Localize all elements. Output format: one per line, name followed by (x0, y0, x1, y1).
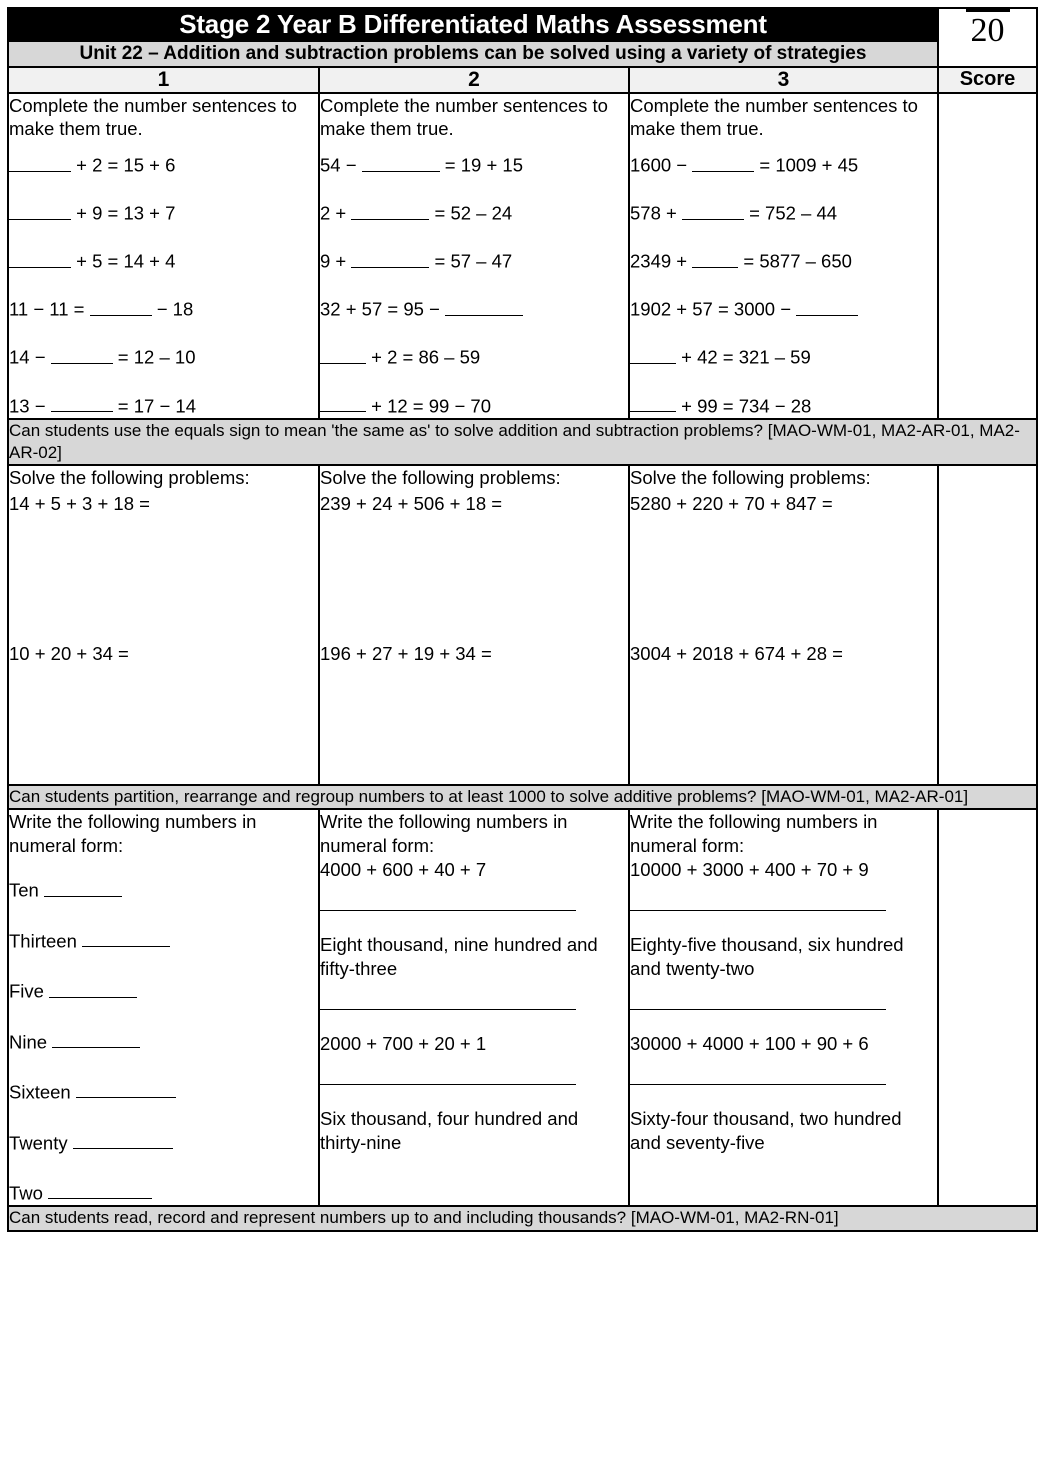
section2-col1-workspace-1[interactable] (9, 516, 318, 640)
number-word-label: Thirteen (9, 930, 83, 952)
number-word-label: Two (9, 1182, 49, 1204)
section3-col3 (629, 809, 938, 1206)
sentence-left: 11 − 11 = (9, 298, 90, 320)
page-title: Stage 2 Year B Differentiated Maths Assessment (8, 8, 938, 41)
number-sentence (9, 247, 318, 273)
section1-col2-equations (320, 151, 628, 418)
section2-col1-workspace-2[interactable] (9, 666, 318, 784)
number-sentence (9, 343, 318, 369)
section1-col3-equations (630, 151, 937, 418)
sentence-left: 13 − (9, 394, 51, 416)
sentence-left: 2 + (320, 202, 352, 224)
number-word-label: Nine (9, 1031, 53, 1052)
score-total-value: 20 (966, 9, 1010, 48)
section3-col3-items (630, 858, 937, 1155)
number-word-row (9, 1129, 318, 1155)
sentence-right: − 18 (151, 298, 194, 320)
section3-row (8, 809, 1037, 1206)
answer-blank[interactable] (682, 199, 744, 219)
answer-blank[interactable] (445, 295, 523, 315)
number-sentence (630, 151, 937, 177)
column-header-row (8, 67, 1037, 93)
number-sentence (9, 295, 318, 321)
sentence-left: 2349 + (630, 250, 693, 272)
sentence-right: + 42 = 321 – 59 (676, 346, 811, 368)
section2-col1-expr2: 10 + 20 + 34 = (9, 642, 129, 664)
number-sentence (320, 392, 628, 418)
section2-col3-workspace-1[interactable] (630, 516, 937, 640)
number-sentence (630, 343, 937, 369)
section2-col3-workspace-2[interactable] (630, 666, 937, 784)
sentence-right: = 17 − 14 (112, 394, 196, 416)
sentence-right: = 19 + 15 (439, 154, 523, 176)
unit-subtitle: Unit 22 – Addition and subtraction problems can be solved using a variety of strategies (8, 41, 938, 67)
answer-blank[interactable] (90, 295, 152, 315)
section3-score-entry[interactable] (938, 809, 1037, 1206)
section2-score-entry[interactable] (938, 465, 1037, 785)
number-word-row (9, 1179, 318, 1205)
section2-col3-prompt: Solve the following problems: (630, 466, 871, 488)
sentence-right: = 52 – 24 (429, 202, 513, 224)
section2-col2-prompt: Solve the following problems: (320, 466, 561, 488)
section3-col1-prompt: Write the following numbers in numeral form: (9, 811, 257, 857)
sentence-right: = 5877 – 650 (738, 250, 852, 272)
answer-blank[interactable] (630, 392, 676, 412)
score-total-box (938, 8, 1037, 67)
answer-rule[interactable] (630, 1084, 886, 1085)
section2-col2-expr1: 239 + 24 + 506 + 18 = (320, 492, 503, 514)
sentence-right: + 5 = 14 + 4 (71, 250, 176, 272)
header-table (7, 7, 1038, 1232)
section2-row (8, 465, 1037, 785)
number-sentence (630, 199, 937, 225)
section2-col2-expr2: 196 + 27 + 19 + 34 = (320, 642, 492, 664)
sentence-right: + 2 = 86 – 59 (366, 346, 481, 368)
number-word-label: Twenty (9, 1131, 73, 1153)
number-sentence (9, 392, 318, 418)
section1-col1-equations (9, 151, 318, 418)
section2-col2-workspace-2[interactable] (320, 666, 628, 784)
number-sentence (9, 151, 318, 177)
section1-outcome-banner: Can students use the equals sign to mean 'the same as' to solve addition and subtraction problems? [MAO-WM-01, MA2-AR-01, MA2-AR-02] (8, 419, 1037, 465)
number-sentence (320, 151, 628, 177)
answer-blank[interactable] (9, 151, 71, 171)
section3-col2-prompt: Write the following numbers in numeral form: (320, 811, 568, 857)
answer-blank[interactable] (9, 199, 71, 219)
sentence-left: 9 + (320, 250, 352, 272)
section2-col3-expr1: 5280 + 220 + 70 + 847 = (630, 492, 833, 514)
sentence-right: = 57 – 47 (429, 250, 513, 272)
section2-col1-prompt: Solve the following problems: (9, 466, 250, 488)
assessment-sheet (7, 7, 1036, 1232)
answer-blank[interactable] (48, 1179, 152, 1199)
sentence-left: 32 + 57 = 95 − (320, 298, 445, 320)
answer-blank[interactable] (351, 199, 429, 219)
answer-blank[interactable] (76, 1078, 176, 1098)
number-sentence (320, 295, 628, 321)
answer-rule[interactable] (320, 910, 576, 911)
section1-col3 (629, 93, 938, 419)
number-sentence (320, 247, 628, 273)
answer-rule[interactable] (630, 1009, 886, 1010)
answer-blank[interactable] (692, 247, 738, 267)
section1-col1 (8, 93, 319, 419)
answer-blank[interactable] (351, 247, 429, 267)
answer-blank[interactable] (362, 151, 440, 171)
expanded-notation: 10000 + 3000 + 400 + 70 + 9 (630, 859, 869, 881)
expanded-notation: 4000 + 600 + 40 + 7 (320, 859, 487, 881)
section2-col3-expr2: 3004 + 2018 + 674 + 28 = (630, 642, 843, 664)
number-sentence (630, 247, 937, 273)
column-header-score: Score (938, 67, 1037, 93)
number-word-label: Five (9, 980, 50, 1002)
sentence-right: = 12 – 10 (112, 346, 196, 368)
number-word-row (9, 876, 318, 902)
section2-col2 (319, 465, 629, 785)
section3-col3-prompt: Write the following numbers in numeral form: (630, 811, 878, 857)
sentence-left: 1902 + 57 = 3000 − (630, 298, 797, 320)
sentence-right: + 12 = 99 − 70 (366, 394, 491, 416)
section3-outcome-banner: Can students read, record and represent numbers up to and including thousands? [MAO-WM-01, MA2-RN-01] (8, 1206, 1037, 1230)
section2-col1 (8, 465, 319, 785)
answer-blank[interactable] (320, 343, 366, 363)
sentence-left: 578 + (630, 202, 682, 224)
number-in-words: Eight thousand, nine hundred and fifty-three (320, 934, 598, 980)
section1-col3-prompt: Complete the number sentences to make them true. (630, 94, 918, 140)
column-header-1: 1 (8, 67, 319, 93)
section1-row (8, 93, 1037, 419)
sentence-left: 14 − (9, 346, 51, 368)
section2-col1-expr1: 14 + 5 + 3 + 18 = (9, 492, 150, 514)
number-sentence (9, 199, 318, 225)
sentence-right: + 9 = 13 + 7 (71, 202, 176, 224)
section1-col2 (319, 93, 629, 419)
sentence-right: + 2 = 15 + 6 (71, 154, 176, 176)
section1-col2-prompt: Complete the number sentences to make them true. (320, 94, 608, 140)
answer-blank[interactable] (9, 247, 71, 267)
column-header-3: 3 (629, 67, 938, 93)
number-sentence (320, 343, 628, 369)
expanded-notation: 30000 + 4000 + 100 + 90 + 6 (630, 1033, 869, 1055)
number-in-words: Eighty-five thousand, six hundred and twenty-two (630, 934, 904, 980)
answer-blank[interactable] (692, 151, 754, 171)
section2-col2-workspace-1[interactable] (320, 516, 628, 640)
number-sentence (630, 295, 937, 321)
number-word-label: Ten (9, 879, 44, 901)
answer-blank[interactable] (44, 876, 122, 896)
number-in-words: Sixty-four thousand, two hundred and seventy-five (630, 1108, 902, 1154)
sentence-right: = 752 – 44 (743, 202, 838, 224)
number-sentence (320, 199, 628, 225)
sentence-left: 54 − (320, 154, 362, 176)
answer-blank[interactable] (51, 392, 113, 412)
sentence-left: 1600 − (630, 154, 693, 176)
section2-col3 (629, 465, 938, 785)
column-header-2: 2 (319, 67, 629, 93)
answer-blank[interactable] (320, 392, 366, 412)
number-sentence (630, 392, 937, 418)
answer-rule[interactable] (630, 910, 886, 911)
expanded-notation: 2000 + 700 + 20 + 1 (320, 1033, 487, 1055)
number-word-row (9, 1078, 318, 1104)
section2-outcome-banner: Can students partition, rearrange and regroup numbers to at least 1000 to solve additive problems? [MAO-WM-01, MA2-AR-01] (8, 785, 1037, 809)
answer-blank[interactable] (51, 343, 113, 363)
number-word-row (9, 977, 318, 1003)
answer-blank[interactable] (49, 977, 137, 997)
number-word-label: Sixteen (9, 1081, 76, 1103)
number-word-row (9, 927, 318, 953)
section3-col1 (8, 809, 319, 1206)
answer-blank[interactable] (796, 295, 858, 315)
section3-col2-items (320, 858, 628, 1155)
answer-blank[interactable] (52, 1028, 140, 1048)
sentence-right: + 99 = 734 − 28 (676, 394, 812, 416)
section3-col2 (319, 809, 629, 1206)
answer-blank[interactable] (73, 1129, 173, 1149)
answer-rule[interactable] (320, 1009, 576, 1010)
section1-score-entry[interactable] (938, 93, 1037, 419)
sentence-right: = 1009 + 45 (754, 154, 859, 176)
answer-blank[interactable] (82, 927, 170, 947)
answer-rule[interactable] (320, 1084, 576, 1085)
number-in-words: Six thousand, four hundred and thirty-nine (320, 1108, 579, 1154)
answer-blank[interactable] (630, 343, 676, 363)
section3-col1-words (9, 876, 318, 1205)
section1-col1-prompt: Complete the number sentences to make them true. (9, 94, 297, 140)
number-word-row (9, 1028, 318, 1054)
